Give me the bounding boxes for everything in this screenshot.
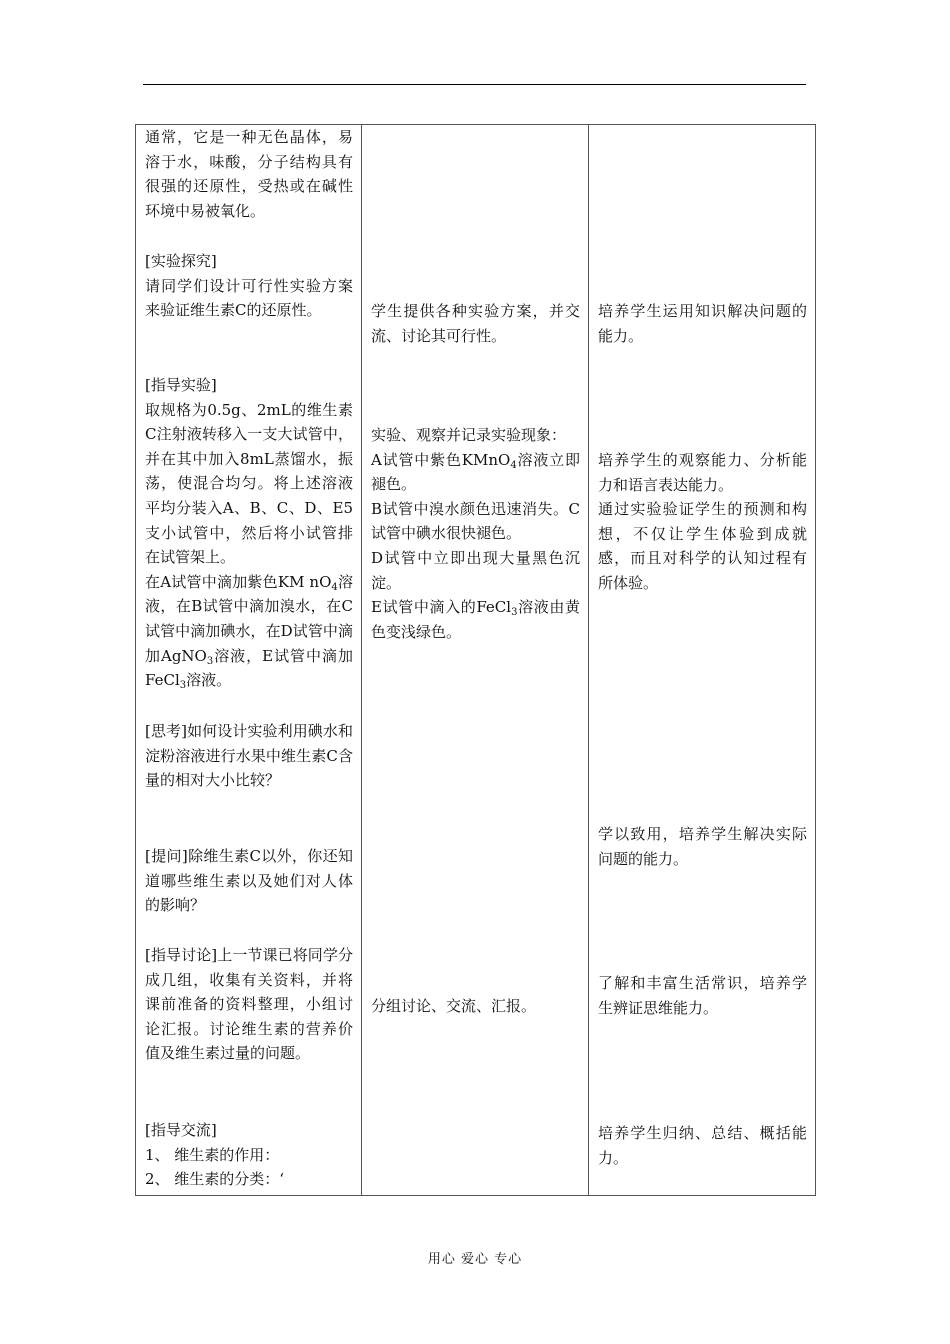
vitamin-c-intro: 通常，它是一种无色晶体，易溶于水，味酸，分子结构具有很强的还原性，受热或在碱性环境中易被氧化。 — [145, 128, 353, 220]
observation-d: D试管中立即出现大量黑色沉淀。 — [371, 548, 580, 592]
teaching-goal-cell — [589, 125, 816, 1196]
lesson-plan-table — [135, 124, 816, 1196]
explore-title: [实验探究] — [145, 252, 217, 270]
observation-title: 实验、观察并记录实验现象： — [371, 426, 567, 444]
table-row — [136, 125, 816, 1196]
guide-title: [指导实验] — [145, 376, 217, 394]
observation-a-text: 溶液立即褪色。 — [371, 450, 580, 494]
subscript-3: 3 — [511, 607, 518, 619]
goal-application: 学以致用，培养学生解决实际问题的能力。 — [598, 825, 807, 868]
goal-observation — [598, 448, 807, 596]
guide-text-2a: 在A试管中滴加紫色KM nO — [145, 572, 332, 591]
guide-text-2b: 溶液，在B试管中滴加溴水，在C试管中滴加碘水，在D试管中滴加AgNO — [145, 572, 353, 665]
guide-text-2d: 溶液。 — [186, 671, 232, 690]
observation-e — [371, 595, 580, 644]
student-plan: 学生提供各种实验方案，并交流、讨论其可行性。 — [371, 302, 580, 345]
explore-text: 请同学们设计可行性实验方案来验证维生素C的还原性。 — [145, 276, 353, 320]
explore-section — [145, 249, 353, 323]
student-activity-cell — [362, 125, 589, 1196]
subscript-3: 3 — [206, 655, 214, 667]
observation-a-text: A试管中紫色KMnO — [371, 450, 511, 469]
think-question: [思考]如何设计实验利用碘水和淀粉溶液进行水果中维生素C含量的相对大小比较？ — [145, 722, 353, 790]
observation-e-text: E试管中滴入的FeCl — [371, 598, 512, 617]
goal-problem-solving: 培养学生运用知识解决问题的能力。 — [598, 302, 807, 345]
subscript-3: 3 — [179, 680, 187, 692]
goal-life-knowledge: 了解和丰富生活常识，培养学生辨证思维能力。 — [598, 974, 807, 1017]
student-discussion: 分组讨论、交流、汇报。 — [371, 997, 537, 1015]
guide-text-1: 取规格为0.5g、2mL的维生素C注射液转移入一支大试管中，并在其中加入8mL蒸馏水，振荡，使混合均匀。将上述溶液平均分装入A、B、C、D、E5支小试管中，然后将小试管排在试管架上。 — [145, 400, 353, 567]
guide-text-2 — [145, 570, 353, 693]
goal-observation-text: 培养学生的观察能力、分析能力和语言表达能力。 — [598, 451, 807, 494]
observation-b: B试管中溴水颜色迅速消失。C试管中碘水很快褪色。 — [371, 499, 580, 543]
observation-e-text: 溶液由黄色变浅绿色。 — [371, 598, 580, 641]
goal-prediction-text: 通过实验验证学生的预测和构想，不仅让学生体验到成就感，而且对科学的认知过程有所体验。 — [598, 500, 807, 592]
exchange-item: 1、 维生素的作用： — [145, 1145, 280, 1164]
student-observation — [371, 423, 580, 644]
exchange-item: 2、 维生素的分类：‘ — [145, 1170, 285, 1189]
observation-a — [371, 448, 580, 497]
guide-exchange-section — [145, 1118, 353, 1192]
header-rule — [143, 84, 806, 85]
subscript-4: 4 — [331, 581, 338, 593]
teacher-activity-cell — [136, 125, 362, 1196]
exchange-title: [指导交流] — [145, 1121, 217, 1139]
goal-summarize: 培养学生归纳、总结、概括能力。 — [598, 1124, 807, 1167]
ask-question: [提问]除维生素C以外，你还知道哪些维生素以及她们对人体的影响？ — [145, 847, 353, 915]
guide-discussion: [指导讨论]上一节课已将同学分成几组，收集有关资料，并将课前准备的资料整理，小组讨论汇报。讨论维生素的营养价值及维生素过量的问题。 — [145, 946, 353, 1063]
subscript-4: 4 — [510, 459, 517, 471]
page-footer: 用心 爱心 专心 — [427, 1252, 523, 1267]
guide-text-2c: 溶液，E试管中滴加FeCl — [145, 646, 354, 690]
guide-experiment-section — [145, 373, 353, 693]
